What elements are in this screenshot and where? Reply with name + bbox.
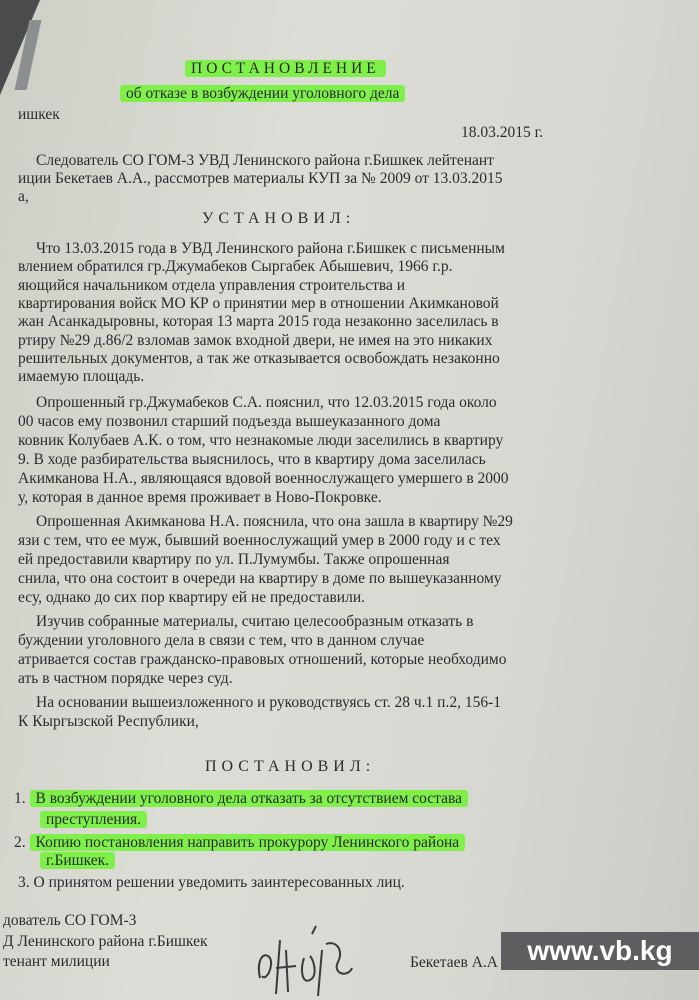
body-line: квартирования войск МО КР о принятии мер в отношении Акимкановой: [18, 295, 499, 312]
body-line: ей предоставили квартиру по ул. П.Лумумбы. Также опрошенная: [18, 551, 450, 568]
intro-line: Следователь СО ГОМ-3 УВД Ленинского района г.Бишкек лейтенант: [36, 152, 494, 169]
watermark-text: www.vb.kg: [527, 935, 673, 966]
body-line: буждении уголовного дела в связи с тем, что в данном случае: [18, 632, 425, 649]
resolution-item-3: 3. О принятом решении уведомить заинтересованных лиц.: [18, 874, 405, 891]
body-line: Опрошенный гр.Джумабеков С.А. пояснил, что 12.03.2015 года около: [36, 394, 497, 411]
intro-line: иции Бекетаев А.А., рассмотрев материалы КУП за № 2009 от 13.03.2015: [18, 170, 503, 187]
footer-line: дователь СО ГОМ-3: [3, 912, 137, 929]
heading-postanovil: ПОСТАНОВИЛ:: [205, 758, 376, 775]
body-line: На основании вышеизложенного и руководствуясь ст. 28 ч.1 п.2, 156-1: [36, 694, 502, 711]
body-line: у, которая в данное время проживает в Ново-Покровке.: [18, 489, 382, 506]
intro-line: а,: [18, 188, 29, 205]
document-title: ПОСТАНОВЛЕНИЕ: [185, 60, 386, 77]
footer-line: тенант милиции: [3, 953, 110, 970]
body-line: Изучив собранные материалы, считаю целесообразным отказать в: [36, 613, 474, 630]
body-line: ртиру №29 д.86/2 взломав замок входной двери, не имея на это никаких: [18, 332, 493, 349]
resolution-item-1: 1. В возбуждении уголовного дела отказать за отсутствием состава: [14, 790, 468, 808]
heading-ustanovil: УСТАНОВИЛ:: [202, 210, 356, 227]
body-line: К Кыргызской Республики,: [18, 713, 199, 730]
body-line: яющийся начальником отдела управления строительства и: [18, 277, 406, 294]
body-line: Что 13.03.2015 года в УВД Ленинского района г.Бишкек с письменным: [36, 240, 505, 257]
resolution-item-2: 2. Копию постановления направить прокурору Ленинского района: [14, 834, 465, 852]
resolution-item-1-cont: преступления.: [40, 811, 147, 829]
body-line: снила, что она состоит в очереди на квартиру в доме по вышеуказанному: [18, 570, 502, 587]
body-line: жан Асанкадыровны, которая 13 марта 2015 года незаконно заселилась в: [18, 313, 499, 330]
signature-image: [252, 920, 372, 1000]
signer-name: Бекетаев А.А: [410, 954, 498, 971]
body-line: атривается состав гражданско-правовых отношений, которые необходимо: [18, 651, 507, 668]
body-line: имаемую площадь.: [18, 368, 145, 385]
body-line: 00 часов ему позвонил старший подъезда вышеуказанного дома: [18, 413, 441, 430]
body-line: ать в частном порядке через суд.: [18, 670, 233, 687]
city: ишкек: [18, 106, 60, 123]
body-line: влением обратился гр.Джумабеков Сыргабек Абышевич, 1966 г.р.: [18, 258, 453, 275]
body-line: Акимканова Н.А., являющаяся вдовой военнослужащего умершего в 2000: [18, 470, 509, 487]
footer-line: Д Ленинского района г.Бишкек: [3, 933, 208, 950]
watermark-banner: [501, 932, 699, 970]
body-line: решительных документов, а так же отказывается освобождать незаконно: [18, 350, 500, 367]
body-line: есу, однако до сих пор квартиру ей не предоставили.: [18, 589, 365, 606]
resolution-item-2-cont: г.Бишкек.: [40, 852, 115, 870]
body-line: Опрошенная Акимканова Н.А. пояснила, что она зашла в квартиру №29: [36, 513, 513, 530]
document-subtitle: об отказе в возбуждении уголовного дела: [120, 85, 405, 102]
body-line: язи с тем, что ее муж, бывший военнослужащий умер в 2000 году и с тех: [18, 532, 501, 549]
body-line: ковник Колубаев А.К. о том, что незнакомые люди заселились в квартиру: [18, 432, 504, 449]
body-line: 9. В ходе разбирательства выяснилось, что в квартиру дома заселилась: [18, 451, 486, 468]
date: 18.03.2015 г.: [461, 124, 544, 141]
